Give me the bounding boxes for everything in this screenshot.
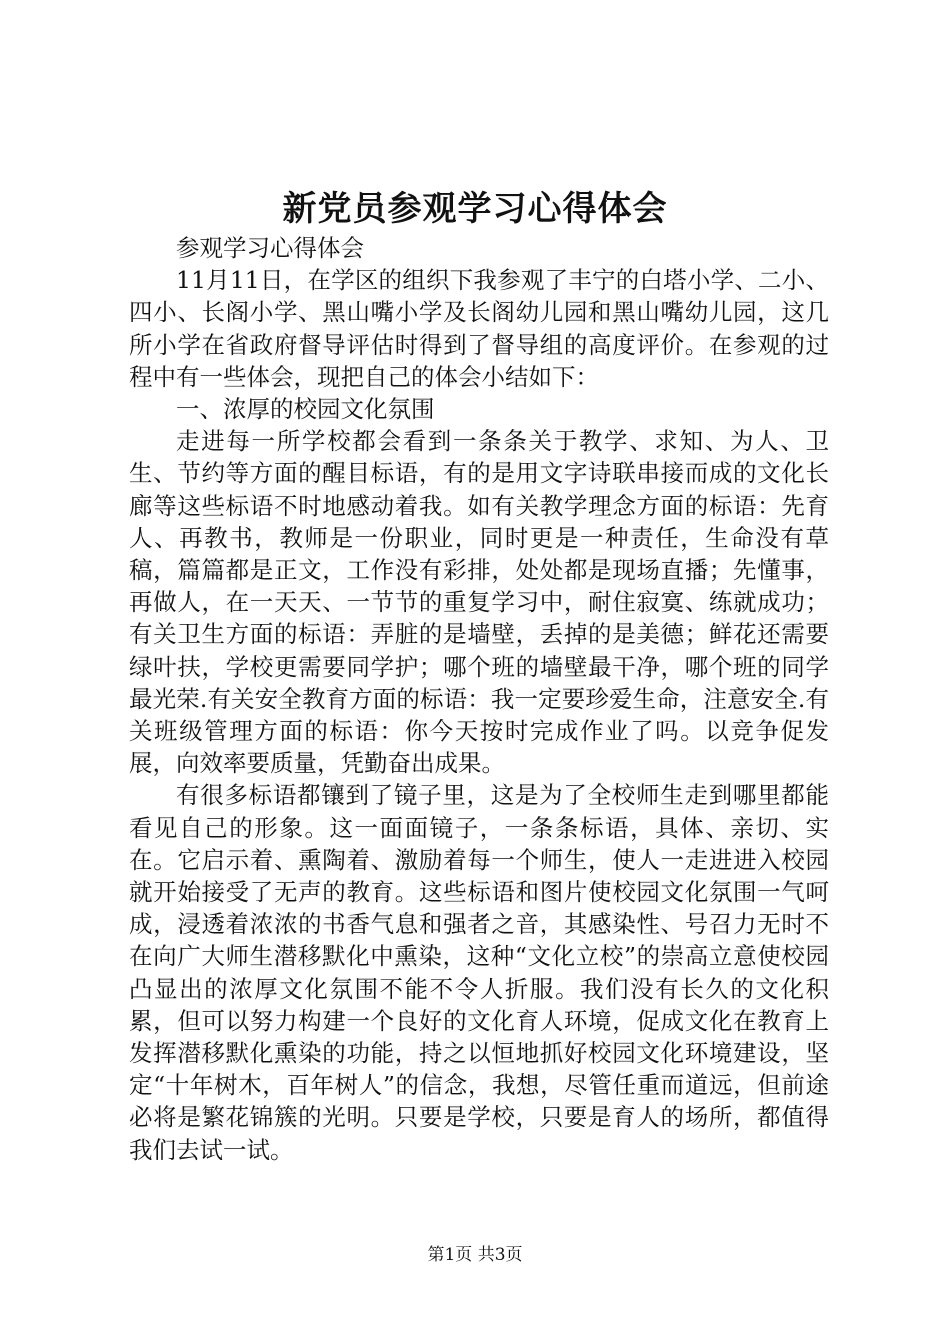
paragraph-slogans: 走进每一所学校都会看到一条条关于教学、求知、为人、卫生、节约等方面的醒目标语，有的是用文字诗联串接而成的文化长廊等这些标语不时地感动着我。如有关教学理念方面的标语：先育人、再教书，教师是一份职业，同时更是一种责任，生命没有草稿，篇篇都是正文，工作没有彩排，处处都是现场直播；先懂事，再做人，在一天天、一节节的重复学习中，耐住寂寞、练就成功；有关卫生方面的标语：弄脏的是墙壁，丢掉的是美德；鲜花还需要绿叶扶，学校更需要同学护；哪个班的墙壁最干净，哪个班的同学最光荣.有关安全教育方面的标语：我一定要珍爱生命，注意安全.有关班级管理方面的标语：你今天按时完成作业了吗。以竞争促发展，向效率要质量，凭勤奋出成果。 [129, 427, 829, 778]
paragraph-intro: 11月11日，在学区的组织下我参观了丰宁的白塔小学、二小、四小、长阁小学、黑山嘴小学及长阁幼儿园和黑山嘴幼儿园，这几所小学在省政府督导评估时得到了督导组的高度评价。在参观的过程中有一些体会，现把自己的体会小结如下： [129, 266, 829, 391]
paragraph-mirrors: 有很多标语都镶到了镜子里，这是为了全校师生走到哪里都能看见自己的形象。这一面面镜子，一条条标语，具体、亲切、实在。它启示着、熏陶着、激励着每一个师生，使人一走进进入校园就开始接受了无声的教育。这些标语和图片使校园文化氛围一气呵成，浸透着浓浓的书香气息和强者之音，其感染性、号召力无时不在向广大师生潜移默化中熏染，这种“文化立校”的崇高立意使校园凸显出的浓厚文化氛围不能不令人折服。我们没有长久的文化积累，但可以努力构建一个良好的文化育人环境，促成文化在教育上发挥潜移默化熏染的功能，持之以恒地抓好校园文化环境建设，坚定“十年树木，百年树人”的信念，我想，尽管任重而道远，但前途必将是繁花锦簇的光明。只要是学校，只要是育人的场所，都值得我们去试一试。 [129, 781, 829, 1164]
document-body [129, 232, 829, 1166]
paragraph-subtitle: 参观学习心得体会 [176, 234, 364, 262]
document-title: 新党员参观学习心得体会 [282, 189, 668, 229]
section-heading: 一、浓厚的校园文化氛围 [176, 395, 435, 424]
page-footer: 第1页 共3页 [427, 1245, 523, 1265]
